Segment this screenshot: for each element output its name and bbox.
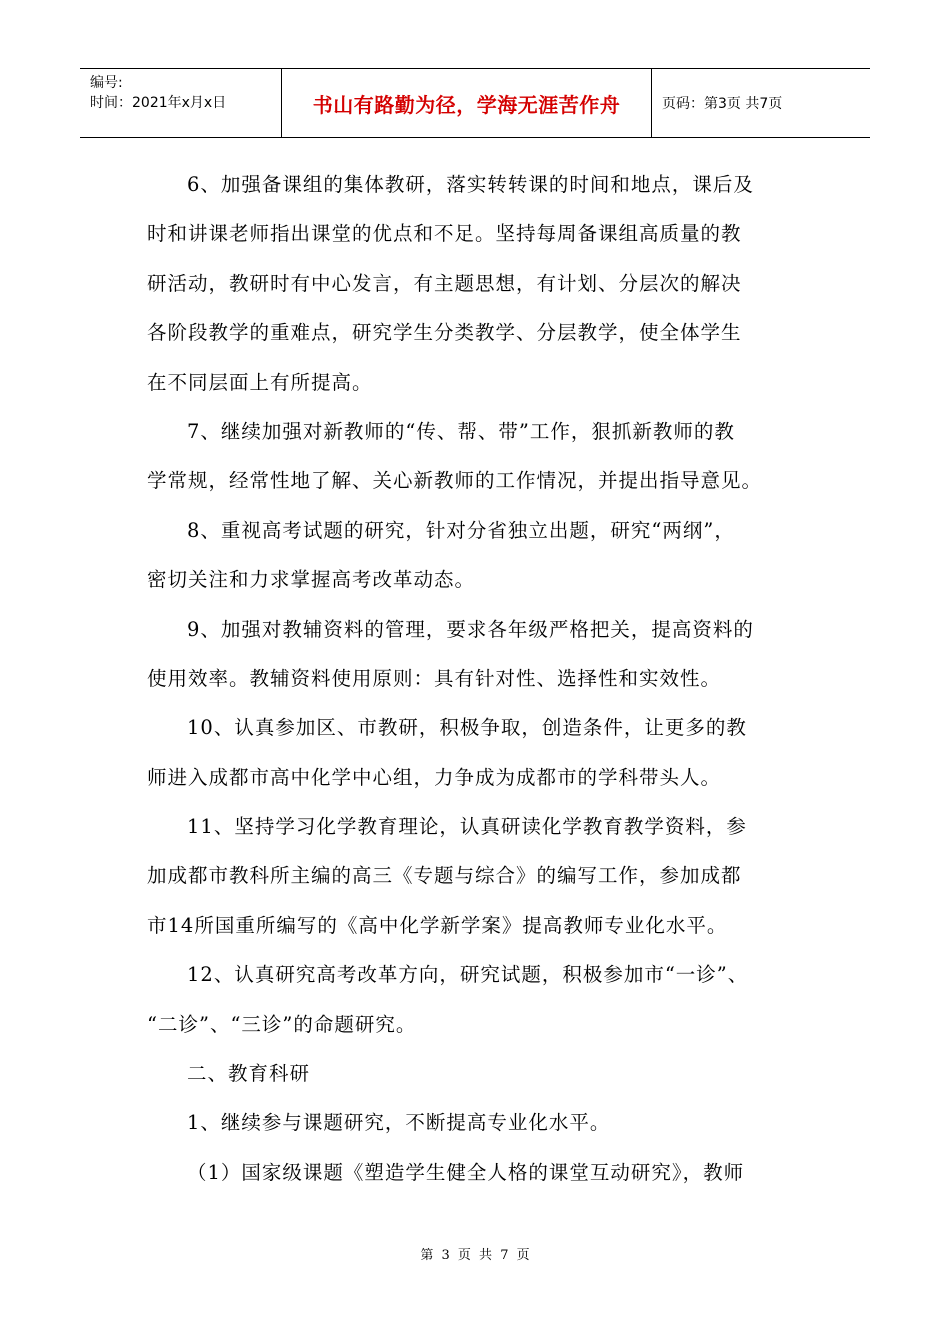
paragraph-line: 加成都市教科所主编的高三《专题与综合》的编写工作，参加成都 bbox=[147, 864, 742, 888]
paragraph-line: 11、坚持学习化学教育理论，认真研读化学教育教学资料，参 bbox=[187, 815, 747, 839]
header-meta bbox=[80, 69, 282, 137]
paragraph-line: 6、加强备课组的集体教研，落实转转课的时间和地点，课后及 bbox=[187, 173, 754, 196]
paragraph-line: 1、继续参与课题研究，不断提高专业化水平。 bbox=[187, 1111, 611, 1135]
page-header bbox=[80, 68, 870, 138]
document-time-label: 时间：2021年x月x日 bbox=[90, 95, 227, 111]
paragraph-line: 在不同层面上有所提高。 bbox=[147, 370, 373, 394]
paragraph-line: 密切关注和力求掌握高考改革动态。 bbox=[147, 568, 476, 592]
header-page-code: 页码：第3页 共7页 bbox=[662, 96, 783, 112]
paragraph-line: 时和讲课老师指出课堂的优点和不足。坚持每周备课组高质量的教 bbox=[147, 222, 742, 246]
document-number-label: 编号: bbox=[90, 75, 123, 91]
paragraph-line: 研活动，教研时有中心发言，有主题思想，有计划、分层次的解决 bbox=[147, 271, 742, 295]
paragraph-line: 9、加强对教辅资料的管理，要求各年级严格把关，提高资料的 bbox=[187, 617, 754, 641]
paragraph-line: “二诊”、“三诊”的命题研究。 bbox=[147, 1012, 417, 1036]
paragraph-line: 市14所国重所编写的《高中化学新学案》提高教师专业化水平。 bbox=[147, 913, 728, 937]
paragraph-line: 8、重视高考试题的研究，针对分省独立出题，研究“两纲”， bbox=[187, 518, 735, 542]
paragraph-line: 10、认真参加区、市教研，积极争取，创造条件，让更多的教 bbox=[187, 716, 747, 740]
document-body bbox=[147, 160, 807, 1197]
section-heading: 二、教育科研 bbox=[187, 1062, 311, 1086]
paragraph-line: 学常规，经常性地了解、关心新教师的工作情况，并提出指导意见。 bbox=[147, 469, 763, 493]
header-motto: 书山有路勤为径，学海无涯苦作舟 bbox=[282, 69, 652, 137]
paragraph-line: 各阶段教学的重难点，研究学生分类教学、分层教学，使全体学生 bbox=[147, 321, 742, 345]
paragraph-line: 师进入成都市高中化学中心组，力争成为成都市的学科带头人。 bbox=[147, 765, 722, 789]
paragraph-line: 7、继续加强对新教师的“传、帮、带”工作，狠抓新教师的教 bbox=[187, 419, 735, 443]
paragraph-line: （1）国家级课题《塑造学生健全人格的课堂互动研究》，教师 bbox=[187, 1160, 745, 1184]
paragraph-line: 使用效率。教辅资料使用原则：具有针对性、选择性和实效性。 bbox=[147, 666, 722, 690]
page-footer: 第 3 页 共 7 页 bbox=[420, 1248, 530, 1263]
paragraph-line: 12、认真研究高考改革方向，研究试题，积极参加市“一诊”、 bbox=[187, 963, 749, 987]
